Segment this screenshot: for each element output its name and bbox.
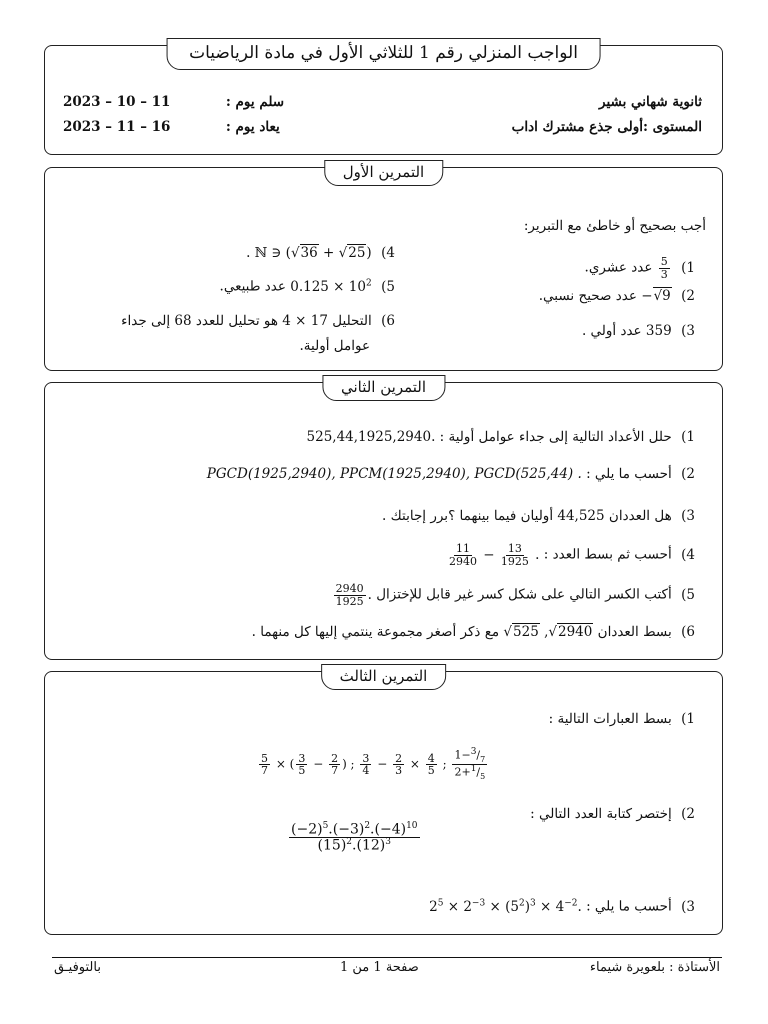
ex2-item-4: 4) أحسب ثم بسط العدد : $\frac{11}{2940}$ − $\frac{13}{1925}$ . — [448, 542, 695, 568]
ex3-item-2: 2) إختصر كتابة العدد التالي : — [530, 806, 695, 822]
pgcd-expression: PGCD(1925,2940), PPCM(1925,2940), PGCD(525,44) . — [206, 466, 582, 482]
return-date: 2023 – 11 – 16 — [63, 119, 171, 135]
fraction-5-3: $\frac{5}{3}$ — [660, 255, 668, 281]
exercise-1-box — [44, 163, 723, 371]
ex2-item-3: 3) هل العددان 44,525 أوليان فيما بينهما ؟برر إجابتك . — [382, 508, 695, 524]
exercise-2-box — [44, 378, 723, 660]
ex2-item-5: 5) أكتب الكسر التالي على شكل كسر غير قابل للإختزال $\frac{2940}{1925}$ . — [335, 582, 695, 608]
exercise-3-title: التمرين الثالث — [321, 664, 447, 690]
ex1-item-4: 4) (√36 + √25) ∈ ℕ . — [246, 245, 395, 261]
exercise-2-title: التمرين الثاني — [322, 375, 445, 401]
ex1-item-6-cont: عوامل أولية. — [299, 338, 370, 354]
ex1-item-2: 2) −√9 عدد صحيح نسبي. — [538, 288, 695, 304]
header-box — [44, 45, 723, 155]
ex3-item-1: 1) بسط العبارات التالية : — [548, 711, 695, 727]
ex1-item-5: 5) $0.125 \times 10^2$ عدد طبيعي. — [219, 278, 395, 295]
homework-title: الواجب المنزلي رقم 1 للثلاثي الأول في مادة الرياضيات — [166, 38, 601, 70]
teacher-name: الأستاذة : بلعويرة شيماء — [589, 960, 720, 975]
exercise-1-instruction: أجب بصحيح أو خاطئ مع التبرير: — [523, 218, 706, 234]
school-name: ثانوية شهاني بشير — [599, 94, 702, 110]
return-date-line — [63, 119, 280, 135]
ex3-item-3: 3) أحسب ما يلي : $2^5 \times 2^{-3} \times (5^2)^3 \times 4^{-2}$. — [429, 898, 695, 915]
class-level: المستوى :أولى جذع مشترك اداب — [511, 119, 702, 135]
exercise-3-box — [44, 667, 723, 935]
ex1-item-3: 3) 359 عدد أولي . — [581, 323, 695, 339]
ex2-item-6: 6) بسط العددان √525 ,√2940 مع ذكر أصغر مجموعة ينتمي إليها كل منهما . — [251, 624, 695, 640]
handed-label: سلم يوم : — [225, 94, 285, 110]
page-number: صفحة 1 من 1 — [340, 960, 419, 975]
handed-date: 2023 – 10 – 11 — [63, 94, 171, 110]
ex1-item-1: 1) $\frac{5}{3}$ عدد عشري. — [584, 255, 695, 281]
closing-note: بالتوفيـق — [54, 960, 101, 975]
footer-rule — [52, 957, 722, 958]
ex3-big-fraction: $\frac{(-2)^5.(-3)^2.(-4)^{10}}{(15)^2.(12)^3}$ — [291, 821, 418, 854]
ex1-item-6: 6) التحليل 17 × 4 هو تحليل للعدد 68 إلى جداء — [121, 313, 395, 329]
return-label: يعاد يوم : — [225, 119, 280, 135]
ex2-item-2: 2) أحسب ما يلي : PGCD(1925,2940), PPCM(1925,2940), PGCD(525,44) . — [206, 466, 695, 482]
ex2-item-1: 1) حلل الأعداد التالية إلى جداء عوامل أولية : .525,44,1925,2940 — [306, 429, 695, 445]
ex3-expressions: $\frac{5}{7}$ × ( $\frac{3}{5}$ − $\frac{2}{7}$ ) ; $\frac{3}{4}$ − $\frac{2}{3}$ × $\frac{4}{5}$ ; $\frac{1-^3/_7}{2+^1/_5}$ — [261, 747, 486, 782]
exercise-1-title: التمرين الأول — [324, 160, 443, 186]
handed-out — [63, 94, 284, 110]
